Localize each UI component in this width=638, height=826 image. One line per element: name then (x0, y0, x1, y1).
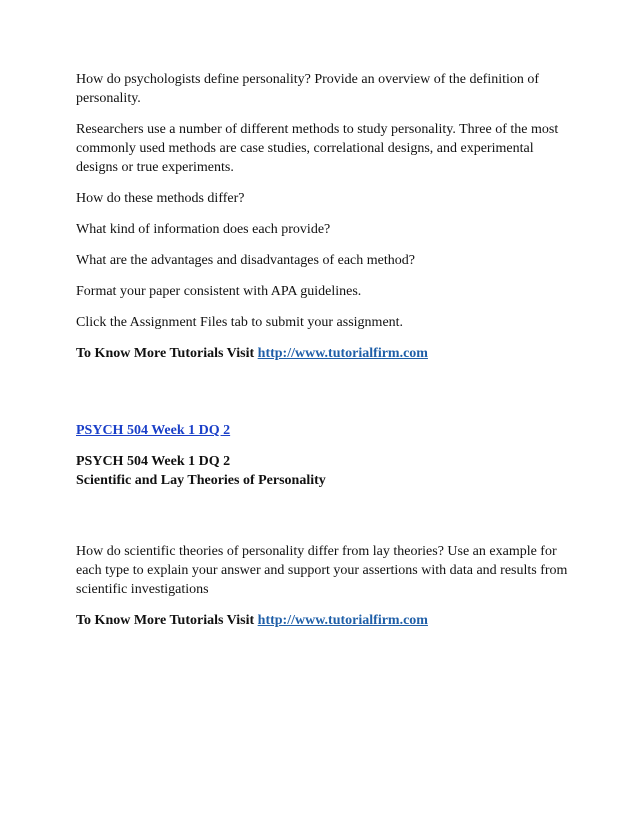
question-advantages: What are the advantages and disadvantages of each method? (76, 253, 415, 268)
dq2-heading (76, 452, 571, 490)
cta-line-1 (76, 344, 571, 363)
dq2-question: How do scientific theories of personality differ from lay theories? Use an example for each type to explain your answer and support your assertions with data and results from scientific investigations (76, 544, 568, 597)
question-differ: How do these methods differ? (76, 191, 245, 206)
question-definition: How do psychologists define personality? Provide an overview of the definition of personality. (76, 72, 540, 106)
format-note: Format your paper consistent with APA guidelines. (76, 284, 362, 299)
cta-text: To Know More Tutorials Visit (76, 346, 258, 361)
methods-intro: Researchers use a number of different methods to study personality. Three of the most commonly used methods are case studies, correlational designs, and experimental designs or true experiments. (76, 122, 559, 175)
dq2-heading-course: PSYCH 504 Week 1 DQ 2 (76, 454, 231, 469)
week1-dq2-title-line (76, 421, 571, 440)
dq2-heading-topic: Scientific and Lay Theories of Personality (76, 473, 326, 488)
tutorial-link[interactable]: http://www.tutorialfirm.com (257, 346, 428, 361)
question-information: What kind of information does each provide? (76, 222, 331, 237)
week1-dq2-title-link[interactable]: PSYCH 504 Week 1 DQ 2 (76, 423, 231, 438)
cta-text: To Know More Tutorials Visit (76, 613, 258, 628)
submit-note: Click the Assignment Files tab to submit your assignment. (76, 315, 404, 330)
document-page (76, 70, 571, 630)
tutorial-link[interactable]: http://www.tutorialfirm.com (257, 613, 428, 628)
cta-line-2 (76, 611, 571, 630)
